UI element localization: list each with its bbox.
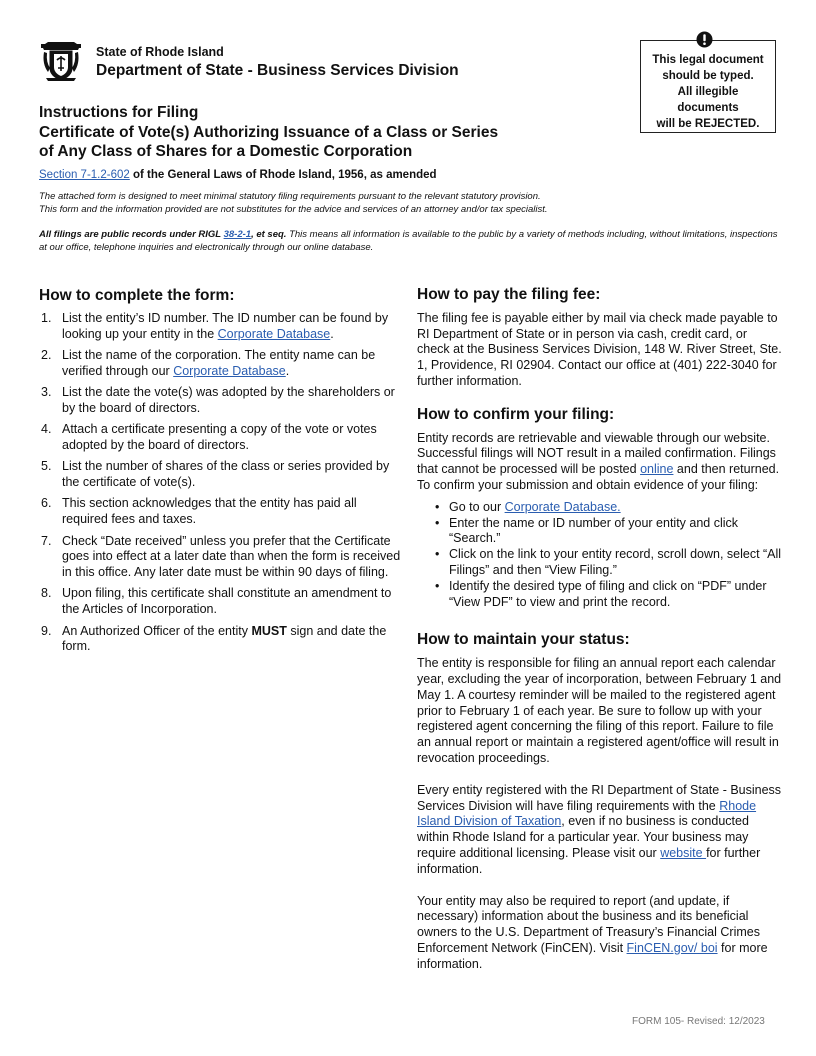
form-revision: FORM 105- Revised: 12/2023 [632, 1016, 765, 1027]
online-link[interactable]: online [640, 462, 674, 477]
statute-reference [39, 169, 437, 181]
public-records-text: This means all information is available to the public by a variety of methods including, without limitations, inspections at our office, telephone inquiries and electronically through our online database. [39, 229, 778, 253]
paragraph-text: , even if no business is conducted within Rhode Island for a particular year. Your business may require additional licensing. Please visit our [417, 814, 749, 860]
confirm-steps-list [417, 500, 782, 611]
confirm-filing-heading: How to confirm your filing: [417, 405, 615, 423]
warning-line: All illegible [677, 86, 739, 98]
step-item [39, 496, 401, 528]
instruction-steps [39, 311, 401, 655]
statute-reference-text: of the General Laws of Rhode Island, 1956, as amended [129, 169, 437, 181]
department-name: Department of State - Business Services Division [96, 62, 459, 79]
step-item [39, 534, 401, 581]
title-line: of Any Class of Shares for a Domestic Corporation [39, 143, 413, 160]
maintain-status-heading: How to maintain your status: [417, 631, 630, 649]
pay-fee-heading: How to pay the filing fee: [417, 286, 601, 303]
pay-fee-text: The filing fee is payable either by mail via check made payable to RI Department of State or in person via cash, credit card, or check at the Business Services Division, 148 W. River Street, Ste. 1, Providence, RI 02904. Contact our office at (401) 222-3040 for further information. [417, 310, 782, 388]
warning-line: should be typed. [662, 70, 754, 82]
list-item-text: Go to our [449, 499, 505, 514]
must-emphasis: MUST [251, 623, 287, 638]
step-number: 5. [41, 459, 52, 474]
disclaimer [39, 191, 779, 216]
rigl-link[interactable]: 38-2-1 [223, 229, 252, 240]
corporate-database-link[interactable]: Corporate Database [217, 326, 331, 341]
step-number: 8. [41, 586, 52, 601]
website-link[interactable]: website [660, 845, 707, 860]
maintain-paragraph-1: The entity is responsible for filing an annual report each calendar year, excluding the year of incorporation, between February 1 and May 1. A courtesy reminder will be mailed to the registered agent prior to February 1 of each year. Be sure to follow up with your registered agent concerning the filing of this report. Failure to file an annual report or maintain a registered agent/office will result in revocation proceedings. [417, 656, 782, 765]
paragraph-text: for more information. [417, 940, 768, 971]
step-text: Upon filing, this certificate shall constitute an amendment to the Articles of Incorporation. [62, 586, 392, 617]
step-text: List the name of the corporation. The entity name can be verified through our [62, 348, 376, 378]
complete-form-section [39, 287, 401, 661]
paragraph-text: Your entity may also be required to report (and update, if necessary) information about the business and its beneficial owners to the U.S. Department of Treasury’s Financial Crimes Enforcement Network (FinCEN). Visit [417, 893, 760, 955]
maintain-paragraph-3 [417, 894, 782, 973]
step-text: Check “Date received” unless you prefer that the Certificate goes into effect at a later date than when the form is received in this office. Any later date must be within 90 days of filing. [62, 533, 401, 580]
public-records-notice [39, 229, 779, 254]
step-item [39, 586, 401, 618]
confirm-text-part: Entity records are retrievable and viewable through our website. Successful filings will NOT result in a mailed confirmation. Filings that cannot be processed will be posted [417, 430, 776, 477]
title-line: Certificate of Vote(s) Authorizing Issuance of a Class or Series [39, 123, 499, 141]
list-item: • Enter the name or ID number of your entity and click “Search.” [417, 516, 782, 548]
disclaimer-line: The attached form is designed to meet minimal statutory filing requirements pursuant to the relevant statutory provision. [39, 191, 541, 202]
exclamation-icon [696, 31, 713, 48]
page-title [39, 103, 498, 162]
rhode-island-seal-icon [38, 38, 84, 82]
warning-line: This legal document [652, 54, 764, 66]
confirm-filing-text [417, 431, 782, 494]
fincen-link[interactable]: FinCEN.gov/ boi [626, 940, 718, 955]
list-item [417, 500, 782, 516]
step-item [39, 422, 401, 454]
title-line: Instructions for Filing [39, 104, 199, 121]
step-text: An Authorized Officer of the entity [62, 623, 252, 638]
step-text-end: . [330, 326, 334, 341]
step-number: 4. [41, 422, 52, 437]
step-item [39, 624, 401, 656]
paragraph-text: for further information. [417, 845, 761, 876]
confirm-text-part: and then returned. To confirm your submission and obtain evidence of your filing: [417, 462, 780, 492]
state-name: State of Rhode Island [96, 45, 224, 59]
division-of-taxation-link[interactable]: Rhode Island Division of Taxation [417, 798, 757, 829]
step-number: 2. [41, 348, 52, 363]
step-text: List the entity’s ID number. The ID number can be found by looking up your entity in the [62, 311, 389, 341]
step-text-end: . [285, 363, 290, 378]
warning-line: documents [677, 102, 739, 114]
typed-document-warning [640, 40, 776, 133]
step-text-end: sign and date the form. [62, 623, 387, 654]
corporate-database-link[interactable]: Corporate Database. [504, 499, 621, 514]
public-records-suffix: , et seq. [251, 229, 287, 240]
step-item [39, 348, 401, 380]
paragraph-text: Every entity registered with the RI Department of State - Business Services Division will have filing requirements with the [417, 782, 782, 813]
maintain-paragraph-2 [417, 783, 782, 878]
step-number: 6. [41, 496, 52, 511]
step-text: List the number of shares of the class or series provided by the certificate of vote(s). [62, 459, 390, 490]
step-number: 7. [41, 533, 52, 548]
step-item [39, 385, 401, 417]
step-number: 1. [41, 311, 52, 325]
corporate-database-link[interactable]: Corporate Database [173, 363, 286, 378]
list-item: • Identify the desired type of filing and click on “PDF” under “View PDF” to view and print the record. [417, 579, 782, 611]
statute-link[interactable]: Section 7-1.2-602 [39, 169, 130, 181]
list-item: • Click on the link to your entity record, scroll down, select “All Filings” and then “View Filing.” [417, 547, 782, 579]
step-item [39, 311, 401, 343]
disclaimer-line: This form and the information provided are not substitutes for the advice and services of an attorney and/or tax specialist. [39, 203, 548, 215]
step-text: List the date the vote(s) was adopted by the shareholders or by the board of directors. [62, 385, 395, 415]
right-column [417, 287, 782, 972]
public-records-prefix: All filings are public records under RIGL [39, 229, 224, 240]
step-text: This section acknowledges that the entity has paid all required fees and taxes. [62, 496, 357, 527]
complete-form-heading: How to complete the form: [39, 287, 235, 304]
step-text: Attach a certificate presenting a copy of the vote or votes adopted by the board of directors. [62, 422, 377, 453]
step-number: 9. [41, 623, 52, 638]
step-number: 3. [41, 385, 52, 400]
step-item [39, 459, 401, 491]
warning-line: will be REJECTED. [656, 118, 760, 130]
